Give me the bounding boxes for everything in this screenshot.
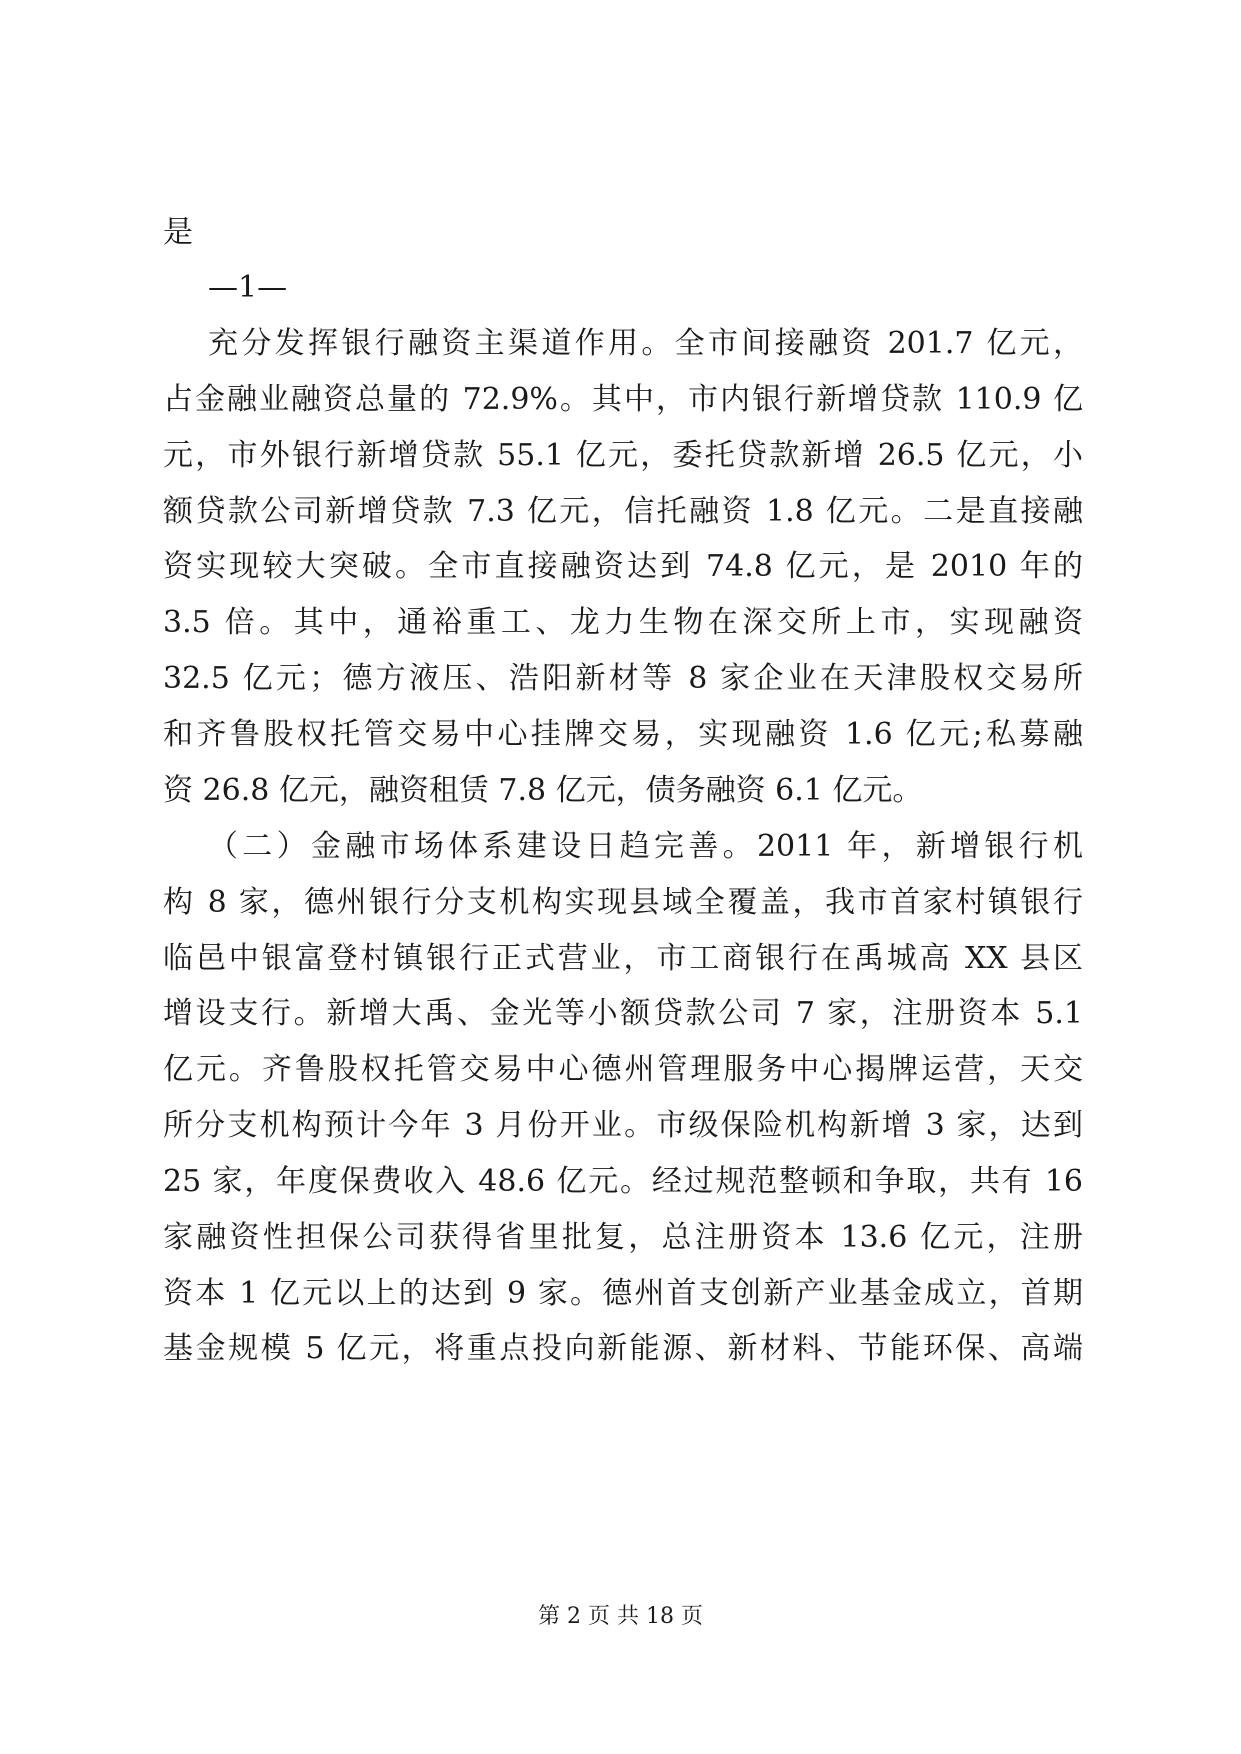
paragraph-line: 元，市外银行新增贷款 55.1 亿元，委托贷款新增 26.5 亿元，小 xyxy=(163,438,1083,473)
paragraph-line: 基金规模 5 亿元，将重点投向新能源、新材料、节能环保、高端 xyxy=(163,1331,1083,1366)
page-footer: 第 2 页 共 18 页 xyxy=(538,1604,703,1629)
paragraph-line: 3.5 倍。其中，通裕重工、龙力生物在深交所上市，实现融资 xyxy=(163,605,1083,640)
paragraph-line: 充分发挥银行融资主渠道作用。全市间接融资 201.7 亿元， xyxy=(208,326,1083,361)
paragraph-line: 增设支行。新增大禹、金光等小额贷款公司 7 家，注册资本 5.1 xyxy=(163,996,1083,1031)
paragraph-line: 25 家，年度保费收入 48.6 亿元。经过规范整顿和争取，共有 16 xyxy=(163,1164,1083,1199)
paragraph-line: 资 26.8 亿元，融资租赁 7.8 亿元，债务融资 6.1 亿元。 xyxy=(163,773,923,808)
page-number-marker: —1— xyxy=(208,270,288,305)
paragraph-line: 资本 1 亿元以上的达到 9 家。德州首支创新产业基金成立，首期 xyxy=(163,1276,1083,1311)
paragraph-line: 资实现较大突破。全市直接融资达到 74.8 亿元，是 2010 年的 xyxy=(163,549,1083,584)
paragraph-line: 额贷款公司新增贷款 7.3 亿元，信托融资 1.8 亿元。二是直接融 xyxy=(163,494,1083,529)
paragraph-line: 家融资性担保公司获得省里批复，总注册资本 13.6 亿元，注册 xyxy=(163,1220,1083,1255)
paragraph-line: 32.5 亿元；德方液压、浩阳新材等 8 家企业在天津股权交易所 xyxy=(163,661,1083,696)
paragraph-line: 临邑中银富登村镇银行正式营业，市工商银行在禹城高 XX 县区 xyxy=(163,941,1083,976)
paragraph-line: （二）金融市场体系建设日趋完善。2011 年，新增银行机 xyxy=(208,829,1083,864)
paragraph-line: 占金融业融资总量的 72.9%。其中，市内银行新增贷款 110.9 亿 xyxy=(163,382,1083,417)
paragraph-line: 所分支机构预计今年 3 月份开业。市级保险机构新增 3 家，达到 xyxy=(163,1108,1083,1143)
paragraph-line: 构 8 家，德州银行分支机构实现县域全覆盖，我市首家村镇银行 xyxy=(163,885,1083,920)
text-line: 是 xyxy=(163,215,193,250)
paragraph-line: 亿元。齐鲁股权托管交易中心德州管理服务中心揭牌运营，天交 xyxy=(163,1052,1083,1087)
paragraph-line: 和齐鲁股权托管交易中心挂牌交易，实现融资 1.6 亿元;私募融 xyxy=(163,717,1083,752)
